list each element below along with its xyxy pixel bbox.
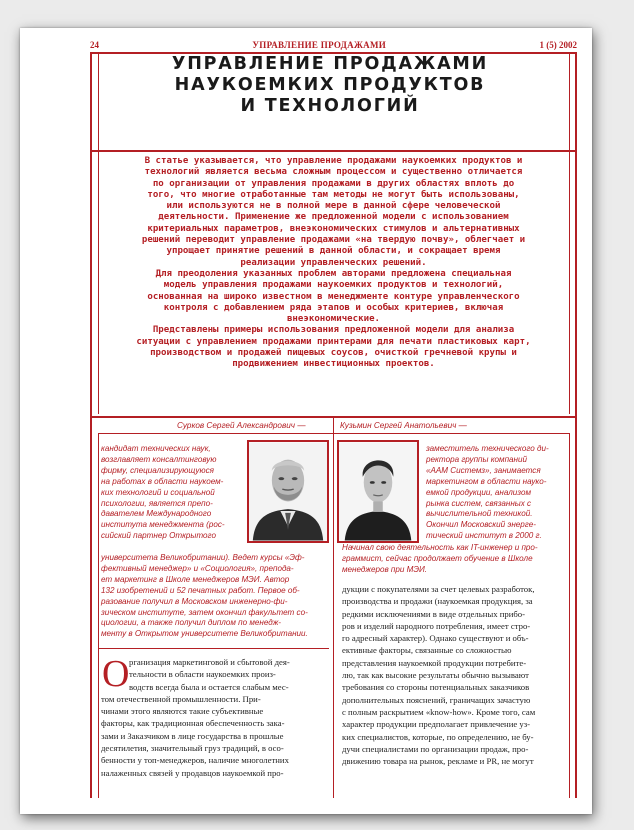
- author-name-right: Кузьмин Сергей Анатольевич —: [340, 421, 467, 430]
- bio-line: сийский партнер Открытого: [101, 531, 216, 541]
- bio-line: на работах в области наукоем-: [101, 476, 224, 486]
- bio-bottom-rule: [98, 648, 329, 649]
- bio-line: фирму, специализирующуюся: [101, 465, 214, 475]
- abstract-line: того, что многие отработанные там методы не могут быть использованы,: [147, 189, 520, 200]
- body-line: лю, так как высокие результаты обычно вызывают: [342, 670, 529, 681]
- author-bio-left: [101, 444, 243, 542]
- body-line: зами и Заказчиком в лице государства в прошлые: [101, 730, 284, 741]
- frame-rule-left: [90, 416, 92, 798]
- body-column-divider: [333, 648, 334, 798]
- frame-rule-inner-right: [569, 433, 570, 798]
- bio-line: граммист, сейчас продолжает обучение в Школе: [342, 553, 533, 563]
- frame-rule-inner-left: [98, 54, 99, 150]
- abstract-top-rule: [90, 150, 577, 152]
- body-line: движению товара на рынок, рекламе и PR, не могут: [342, 756, 534, 767]
- body-line: бенности у топ-менеджеров, наличие многолетних: [101, 755, 289, 766]
- author-column-divider: [333, 416, 334, 648]
- body-column-left: [101, 653, 326, 779]
- article-title-line: И ТЕХНОЛОГИЙ: [240, 96, 420, 116]
- abstract-line: Представлены примеры использования предложенной модели для анализа: [152, 325, 515, 336]
- bio-line: Начинал свою деятельность как IT-инженер и про-: [342, 543, 538, 552]
- page-number: 24: [90, 40, 99, 50]
- body-line: с полным раскрытием «know-how». Кроме того, сам: [342, 706, 536, 717]
- body-line: ров и изделий народного потребления, имеет стро-: [342, 620, 531, 631]
- body-line: дучи специалистами по организации продаж, про-: [342, 743, 529, 754]
- body-line: ких специалистов, которые, по определению, не бу-: [342, 731, 534, 742]
- abstract-line: деятельности. Применение же предложенной модели с использованием: [158, 212, 509, 223]
- section-title: УПРАВЛЕНИЕ ПРОДАЖАМИ: [252, 40, 387, 50]
- frame-rule-right: [575, 150, 577, 416]
- running-header: [90, 40, 577, 54]
- bio-line: циологии, а также получил диплом по менедж-: [101, 618, 282, 628]
- bio-line: ет маркетинг в Школе менеджеров МЭИ. Автор: [101, 574, 290, 584]
- abstract-line: по организации от управления продажами в других областях вплоть до: [152, 178, 515, 189]
- frame-rule-right: [575, 54, 577, 150]
- bio-line: возглавляет консалтинговую: [101, 454, 217, 464]
- abstract-line: контроля с добавлением ряда этапов и особых критериев, включая: [163, 302, 504, 313]
- body-line: го адресный характер). Однако существуют и объ-: [342, 633, 529, 644]
- bio-line: кандидат технических наук,: [101, 444, 211, 453]
- abstract-line: внеэкономические.: [286, 314, 381, 325]
- bio-line: Окончил Московский энерге-: [426, 520, 536, 530]
- bio-line: фективный менеджер» и «Социология», препода-: [101, 563, 294, 573]
- bio-line: ких технологий и социальной: [101, 487, 215, 497]
- abstract-line: В статье указывается, что управление продажами наукоемких продуктов и: [144, 156, 523, 166]
- frame-rule-inner-right: [569, 54, 570, 150]
- body-line: рганизация маркетинговой и сбытовой дея-: [129, 657, 290, 667]
- frame-rule-right: [575, 416, 577, 798]
- body-line: том отечественной промышленности. При-: [101, 693, 261, 704]
- author-photo-left: [247, 440, 329, 543]
- body-line: дукции с покупателями за счет целевых разработок,: [342, 584, 535, 594]
- body-line: ективные факторы, связанные со сложностью: [342, 645, 512, 656]
- author-photo-right: [337, 440, 419, 543]
- author-name-left: Сурков Сергей Александрович —: [177, 421, 306, 430]
- author-bio-left-continued: [101, 553, 329, 640]
- body-line: водств всегда была и остается слабым мес-: [129, 681, 289, 692]
- issue-number: 1 (5) 2002: [539, 40, 577, 50]
- bio-line: института менеджмента (рос-: [101, 520, 225, 530]
- abstract-line: реализации управленческих решений.: [240, 257, 427, 268]
- abstract-line: модель управления продажами наукоемких продуктов и технологий,: [163, 280, 504, 291]
- frame-rule-inner-left: [98, 433, 99, 798]
- bio-line: зическом институте, затем окончил факультет со-: [101, 607, 308, 617]
- body-line: тельности в области наукоемких произ-: [129, 669, 276, 680]
- bio-line: 132 изобретений и 52 печатных работ. Первое об-: [101, 585, 300, 595]
- body-line: десятилетия, значительный груз традиций, в осо-: [101, 743, 284, 754]
- portrait-young-man: [339, 442, 417, 541]
- body-line: чинами этого являются такие субъективные: [101, 706, 264, 717]
- portrait-bearded-man: [249, 442, 327, 541]
- frame-rule-left: [90, 150, 92, 416]
- body-line: характер продукции предполагает привлечение уз-: [342, 719, 531, 730]
- body-line: налаженных связей у продавцов наукоемкой про-: [101, 767, 284, 778]
- abstract-line: Для преодоления указанных проблем авторами предложена специальная: [155, 268, 512, 279]
- bio-line: ректора группы компаний: [426, 454, 527, 464]
- author-bio-right-continued: [342, 543, 568, 576]
- bio-line: емкой продукции, анализом: [426, 487, 532, 497]
- abstract-line: или используются не в полной мере в данной сфере человеческой: [166, 201, 501, 212]
- body-line: представления наукоемкой продукции потребите-: [342, 657, 527, 668]
- author-bio-right: [426, 444, 568, 542]
- body-line: требования со стороны потенциальных заказчиков: [342, 682, 530, 693]
- body-line: дополнительных пояснений, граничащих зачастую: [342, 694, 531, 705]
- bio-line: заместитель технического ди-: [426, 444, 549, 453]
- abstract-line: критериальных параметров, внеэкономических стимулов и альтернативных: [147, 223, 520, 234]
- body-line: редкими исключениями в виде отдельных прибо-: [342, 608, 526, 619]
- bio-line: вычислительной техникой.: [426, 509, 533, 519]
- frame-rule-left: [90, 54, 92, 150]
- abstract-line: решений переводит управление продажами «на твердую почву», облегчает и: [141, 235, 526, 246]
- bio-line: менту в Открытом университете Великобритании.: [101, 629, 308, 639]
- body-column-right: [342, 583, 568, 767]
- bio-line: тический институт в 2000 г.: [426, 531, 542, 541]
- magazine-page: [20, 28, 592, 814]
- bio-line: психологии, является препо-: [101, 498, 213, 508]
- bio-line: «ААМ Системз», занимается: [426, 465, 541, 475]
- bio-line: давателем Международного: [101, 509, 212, 519]
- abstract-line: основанная на широко известном в менеджменте контуре управленческого: [147, 291, 520, 302]
- body-line: производства и продажи (наукоемкая продукция, за: [342, 596, 533, 607]
- body-line: факторы, как традиционная обеспеченность зака-: [101, 718, 285, 729]
- abstract-line: упрощает принятие решений в данной области, и сокращает время: [166, 246, 501, 257]
- abstract-line: продвижением инвестиционных проектов.: [232, 359, 435, 370]
- bio-line: менеджеров при МЭИ.: [342, 564, 428, 574]
- bio-line: рынка систем, связанных с: [426, 498, 532, 508]
- drop-cap: О: [102, 653, 130, 695]
- article-title-line: УПРАВЛЕНИЕ ПРОДАЖАМИ: [171, 54, 489, 74]
- frame-rule-inner-right: [569, 152, 570, 414]
- abstract-line: ситуации с управлением продажами принтерами для печати пластиковых карт,: [136, 336, 531, 347]
- article-title-line: НАУКОЕМКИХ ПРОДУКТОВ: [174, 75, 486, 95]
- bio-line: разование получил в Московском инженерно-фи-: [101, 596, 288, 606]
- bio-line: университета Великобритании). Ведет курсы «Эф-: [101, 553, 305, 562]
- article-abstract: [98, 156, 569, 371]
- bio-line: маркетингом в области науко-: [426, 476, 547, 486]
- article-title: [110, 54, 550, 117]
- abstract-line: технологий является весьма сложным процессом и существенно отличается: [144, 167, 523, 178]
- abstract-line: производством и продажей пищевых соусов, очисткой гречневой крупы и: [150, 348, 517, 359]
